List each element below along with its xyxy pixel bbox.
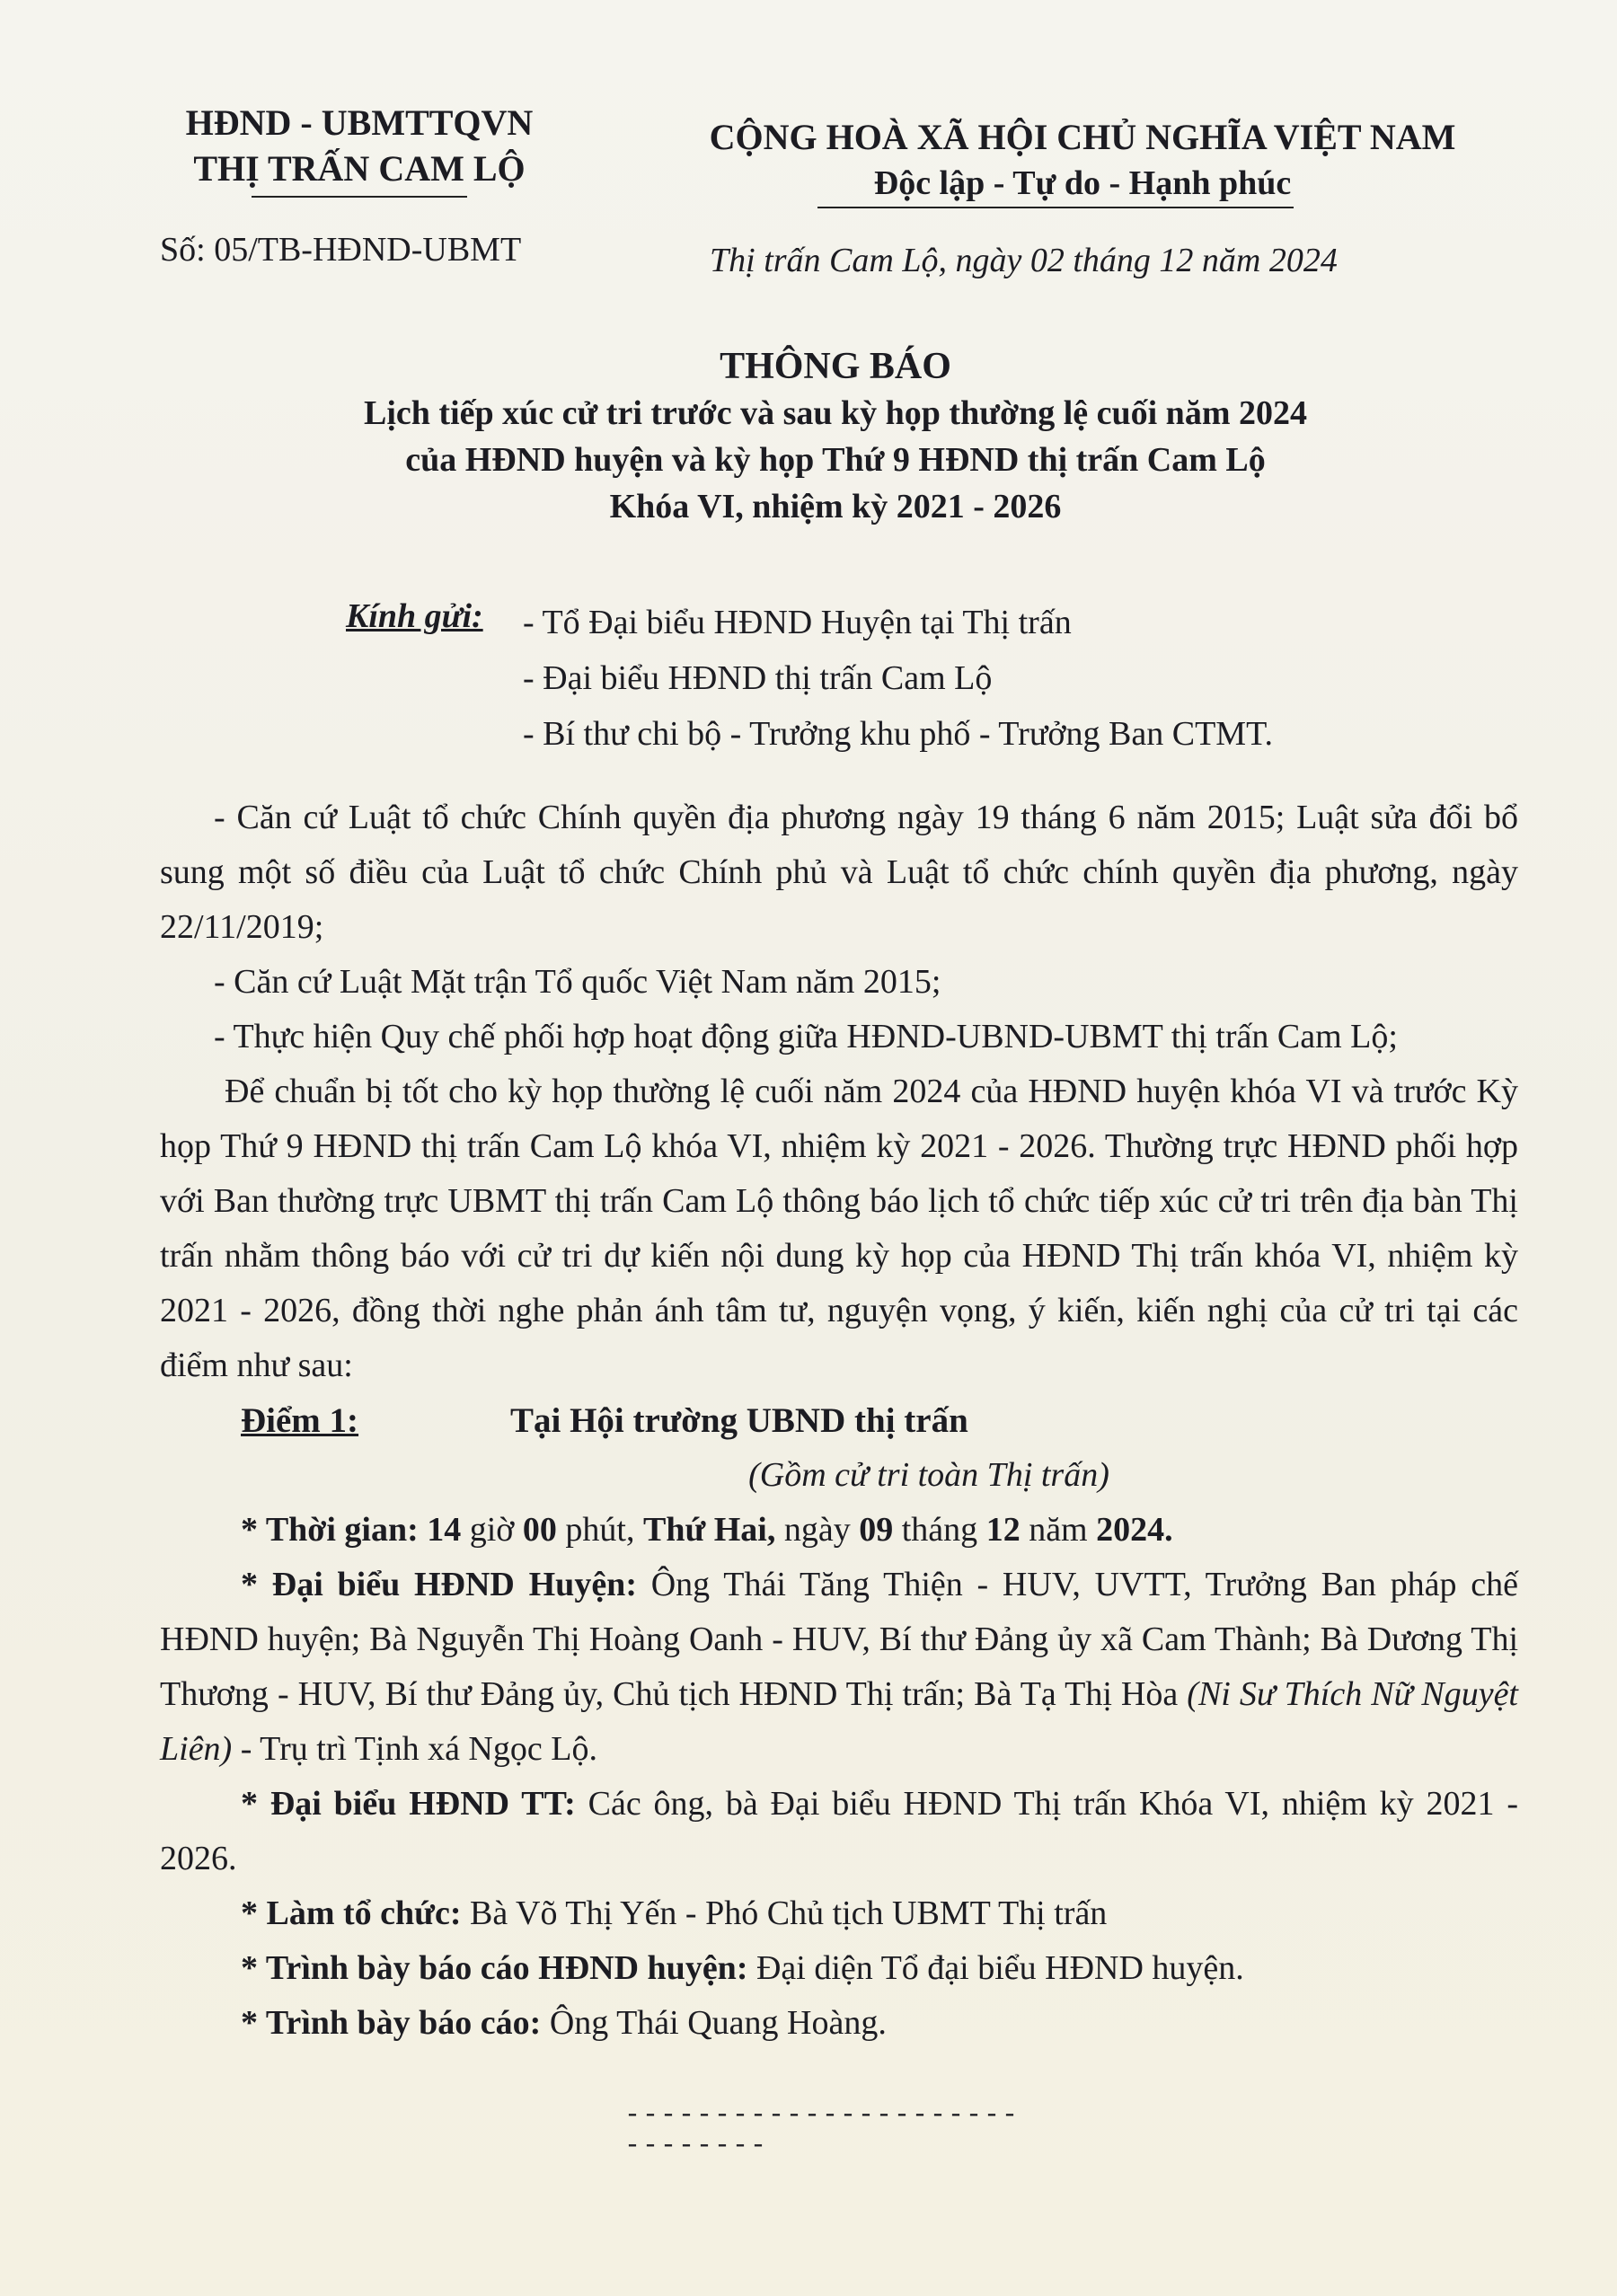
- recipient-item: - Bí thư chi bộ - Trưởng khu phố - Trưởng Ban CTMT.: [523, 715, 1273, 753]
- district-delegates-item: [160, 1558, 1518, 1777]
- district-report-item: [160, 1941, 1518, 1996]
- document-number: Số: 05/TB-HĐND-UBMT: [160, 231, 522, 269]
- time-item: [160, 1503, 1518, 1558]
- motto-underline: [817, 207, 1294, 208]
- closing-divider: ------------------------------: [624, 2100, 1021, 2161]
- time-date: 09: [859, 1511, 894, 1549]
- legal-basis-3: - Thực hiện Quy chế phối hợp hoạt động giữa HĐND-UBND-UBMT thị trấn Cam Lộ;: [214, 1018, 1398, 1055]
- town-delegates-text: Các ông, bà Đại biểu HĐND Thị trấn Khóa VI, nhiệm kỳ 2021 - 2026.: [160, 1785, 1518, 1877]
- district-report-text: Đại diện Tổ đại biểu HĐND huyện.: [755, 1949, 1244, 1987]
- organizer-text: Bà Võ Thị Yến - Phó Chủ tịch UBMT Thị trấn: [469, 1894, 1108, 1932]
- point-note: (Gồm cử tri toàn Thị trấn): [748, 1456, 1109, 1494]
- district-delegates-text: Ông Thái Tăng Thiện - HUV, UVTT, Trưởng Ban pháp chế HĐND huyện; Bà Nguyễn Thị Hoàng Oanh - HUV, Bí thư Đảng ủy xã Cam Thành; Bà Dương Thị Thương - HUV, Bí thư Đảng ủy, Chủ tịch HĐND Thị trấn; Bà Tạ Thị Hòa: [160, 1566, 1518, 1713]
- town-delegates-item: [160, 1777, 1518, 1886]
- point-heading: [160, 1393, 1518, 1448]
- recipients-list: [523, 595, 1273, 762]
- organizer-item: [160, 1886, 1518, 1941]
- recipient-item: - Đại biểu HĐND thị trấn Cam Lộ: [523, 659, 993, 697]
- document-subject-line3: Khóa VI, nhiệm kỳ 2021 - 2026: [609, 488, 1062, 525]
- document-subject-line1: Lịch tiếp xúc cử tri trước và sau kỳ họp thường lệ cuối năm 2024: [364, 394, 1307, 432]
- document-type: THÔNG BÁO: [720, 346, 951, 387]
- point-label: Điểm 1:: [241, 1401, 359, 1440]
- recipients-label: Kính gửi:: [346, 597, 483, 635]
- point-place: Tại Hội trường UBND thị trấn: [510, 1401, 968, 1440]
- district-delegates-religious-name: (Ni Sư Thích Nữ Nguyệt Liên): [160, 1675, 1518, 1768]
- district-delegates-label: * Đại biểu HĐND Huyện:: [241, 1566, 637, 1603]
- report-item: [160, 1996, 1518, 2051]
- time-year-word: năm: [1029, 1511, 1088, 1549]
- time-hour-unit: giờ: [469, 1511, 515, 1549]
- district-delegates-text-end: - Trụ trì Tịnh xá Ngọc Lộ.: [240, 1730, 597, 1768]
- org-underline: [252, 196, 467, 198]
- organizer-label: * Làm tổ chức:: [241, 1894, 462, 1932]
- time-hour: 14: [427, 1511, 462, 1549]
- time-day-word: ngày: [783, 1511, 851, 1549]
- town-delegates-label: * Đại biểu HĐND TT:: [241, 1785, 576, 1823]
- time-weekday: Thứ Hai,: [642, 1511, 776, 1549]
- time-year: 2024.: [1096, 1511, 1173, 1549]
- org-name-line2: THỊ TRẤN CAM LỘ: [193, 148, 526, 189]
- document-title-block: [225, 343, 1446, 530]
- report-text: Ông Thái Quang Hoàng.: [549, 2004, 887, 2042]
- time-minute-unit: phút,: [565, 1511, 635, 1549]
- intro-paragraph: Để chuẩn bị tốt cho kỳ họp thường lệ cuối năm 2024 của HĐND huyện khóa VI và trước Kỳ họp Thứ 9 HĐND thị trấn Cam Lộ khóa VI, nhiệm kỳ 2021 - 2026. Thường trực HĐND phối hợp với Ban thường trực UBMT thị trấn Cam Lộ thông báo lịch tổ chức tiếp xúc cử tri trên địa bàn Thị trấn nhằm thông báo với cử tri dự kiến nội dung kỳ họp của HĐND Thị trấn khóa VI, nhiệm kỳ 2021 - 2026, đồng thời nghe phản ánh tâm tư, nguyện vọng, ý kiến, kiến nghị của cử tri tại các điểm như sau:: [160, 1073, 1518, 1384]
- national-title: CỘNG HOÀ XÃ HỘI CHỦ NGHĨA VIỆT NAM: [709, 117, 1456, 157]
- legal-basis-2: - Căn cứ Luật Mặt trận Tổ quốc Việt Nam năm 2015;: [214, 963, 941, 1001]
- time-label: * Thời gian:: [241, 1511, 419, 1549]
- document-body: [160, 790, 1518, 2051]
- recipient-item: - Tổ Đại biểu HĐND Huyện tại Thị trấn: [523, 604, 1072, 641]
- legal-basis-1: - Căn cứ Luật tổ chức Chính quyền địa phương ngày 19 tháng 6 năm 2015; Luật sửa đổi bổ sung một số điều của Luật tổ chức Chính phủ và Luật tổ chức chính quyền địa phương, ngày 22/11/2019;: [160, 799, 1518, 946]
- place-date: Thị trấn Cam Lộ, ngày 02 tháng 12 năm 2024: [710, 242, 1338, 279]
- national-motto: Độc lập - Tự do - Hạnh phúc: [873, 164, 1292, 202]
- org-name-line1: HĐND - UBMTTQVN: [185, 102, 534, 143]
- time-month: 12: [985, 1511, 1021, 1549]
- report-label: * Trình bày báo cáo:: [241, 2004, 542, 2042]
- document-subject-line2: của HĐND huyện và kỳ họp Thứ 9 HĐND thị trấn Cam Lộ: [405, 441, 1266, 479]
- district-report-label: * Trình bày báo cáo HĐND huyện:: [241, 1949, 748, 1987]
- time-month-word: tháng: [901, 1511, 978, 1549]
- time-minute: 00: [522, 1511, 557, 1549]
